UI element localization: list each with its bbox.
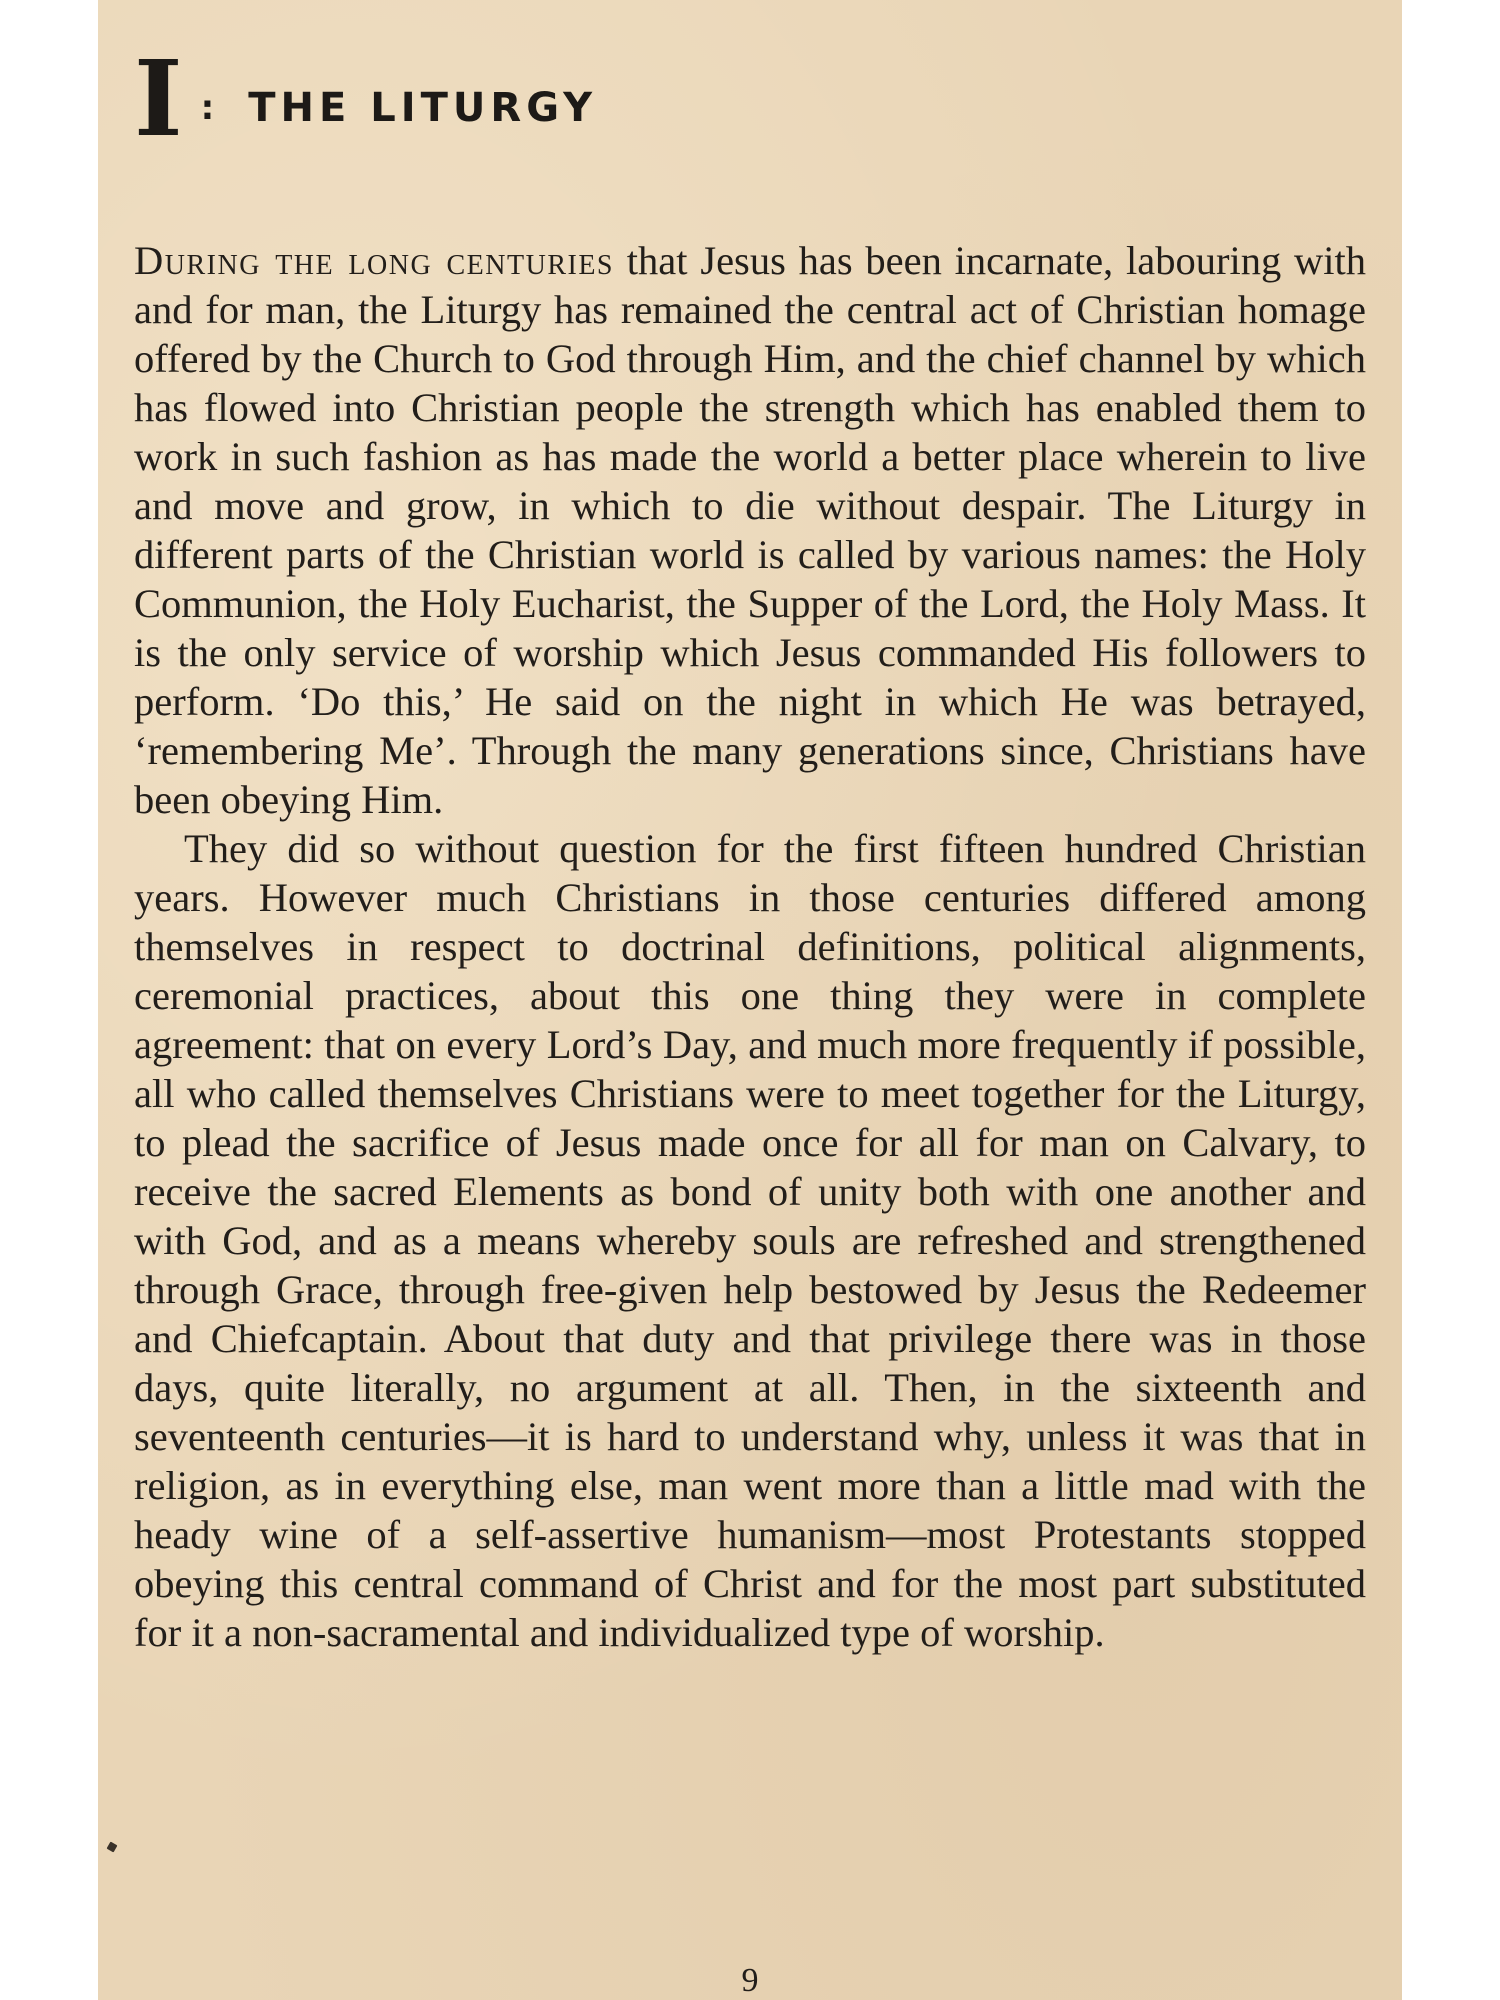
page-number: 9 (741, 1962, 759, 1999)
paragraph-2 (134, 824, 1366, 1657)
paragraph-1 (134, 236, 1366, 824)
chapter-title: THE LITURGY (248, 85, 598, 131)
chapter-number: I (134, 37, 181, 160)
paragraph-2-text: They did so without question for the first fifteen hundred Christian years. However much Christians in those centuries differed among themselves in respect to doctrinal definitions, political alignments, ceremonial practices, about this one thing they were in complete agreement: that on every Lord’s Day, and much more frequently if possible, all who called themselves Christians were to meet together for the Liturgy, to plead the sacrifice of Jesus made once for all for man on Calvary, to receive the sacred Elements as bond of unity both with one another and with God, and as a means whereby souls are refreshed and strengthened through Grace, through free-given help bestowed by Jesus the Redeemer and Chiefcaptain. About that duty and that privilege there was in those days, quite literally, no argument at all. Then, in the sixteenth and seventeenth centuries—it is hard to understand why, unless it was that in religion, as in everything else, man went more than a little mad with the heady wine of a self-assertive humanism—most Protestants stopped obeying this central command of Christ and for the most part substituted for it a non-sacramental and individualized type of worship. (134, 826, 1366, 1655)
paragraph-lead-in: During the long centuries (134, 238, 614, 283)
book-page (98, 0, 1402, 2000)
paragraph-1-text: that Jesus has been incarnate, labouring with and for man, the Liturgy has remained the central act of Christian homage offered by the Church to God through Him, and the chief channel by which has flowed into Christian people the strength which has enabled them to work in such fashion as has made the world a better place wherein to live and move and grow, in which to die without despair. The Liturgy in different parts of the Christian world is called by various names: the Holy Communion, the Holy Eucharist, the Supper of the Lord, the Holy Mass. It is the only service of worship which Jesus commanded His followers to perform. ‘Do this,’ He said on the night in which He was betrayed, ‘remembering Me’. Through the many generations since, Christians have been obeying Him. (134, 238, 1366, 822)
chapter-separator: : (200, 88, 215, 128)
chapter-heading (134, 37, 598, 160)
body-text (134, 236, 1366, 1657)
margin-mark (107, 1842, 118, 1853)
